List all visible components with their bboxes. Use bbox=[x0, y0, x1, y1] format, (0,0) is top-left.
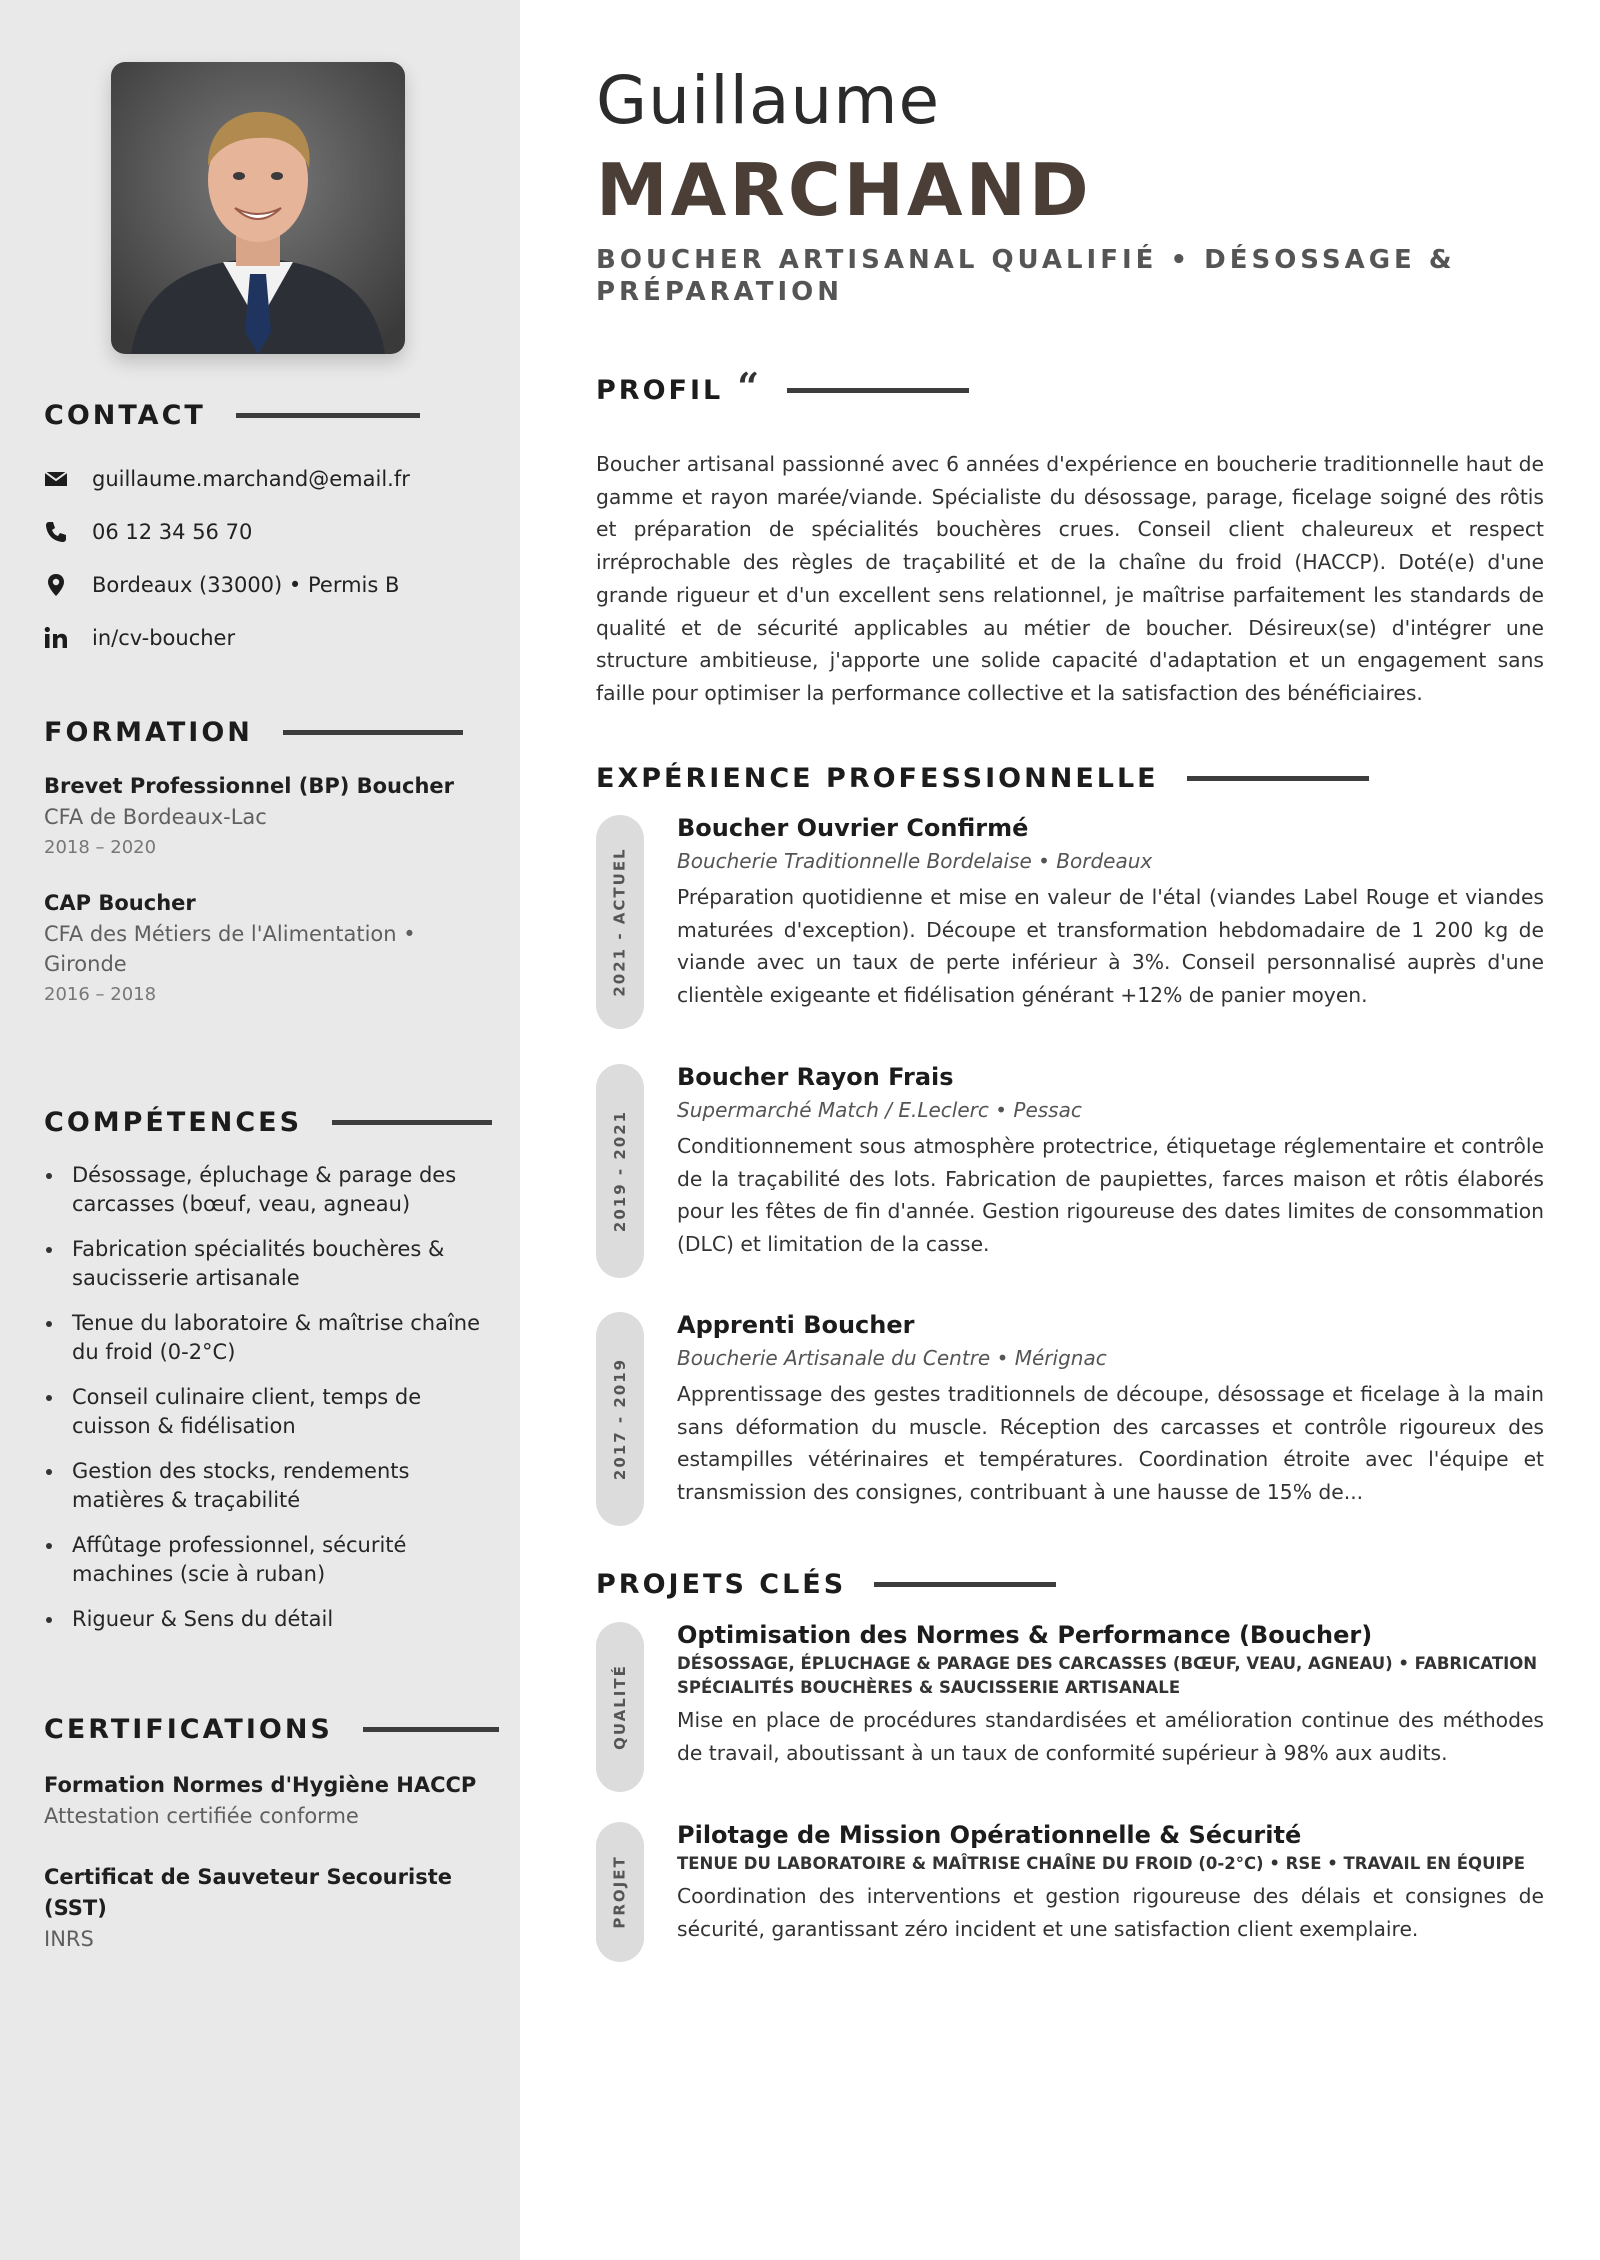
certification-org: INRS bbox=[44, 1927, 94, 1951]
formation-years: 2016 – 2018 bbox=[44, 984, 157, 1005]
formation-title: CAP Boucher bbox=[44, 891, 196, 915]
projects-heading bbox=[596, 1564, 1056, 1604]
experience-heading bbox=[596, 758, 1369, 798]
certification-title: Formation Normes d'Hygiène HACCP bbox=[44, 1773, 477, 1797]
heading-rule bbox=[236, 413, 420, 418]
section-title: EXPÉRIENCE PROFESSIONNELLE bbox=[596, 762, 1159, 794]
formation-school: CFA des Métiers de l'Alimentation • Gironde bbox=[44, 922, 416, 976]
experience-body bbox=[677, 1308, 1544, 1509]
company-name: Boucherie Artisanale du Centre • Mérignac bbox=[677, 1346, 1107, 1370]
heading-rule bbox=[283, 730, 463, 735]
project-body bbox=[677, 1818, 1544, 1945]
certification-item bbox=[44, 1770, 484, 1832]
skill-item: Fabrication spécialités bouchères & saucisserie artisanale bbox=[44, 1235, 484, 1293]
phone-text: 06 12 34 56 70 bbox=[92, 519, 253, 544]
contact-linkedin[interactable] bbox=[44, 611, 420, 664]
heading-rule bbox=[787, 388, 969, 393]
location-text: Bordeaux (33000) • Permis B bbox=[92, 572, 400, 597]
project-tag: PROJET bbox=[611, 1855, 630, 1929]
section-title: CONTACT bbox=[44, 399, 206, 431]
contact-phone[interactable] bbox=[44, 505, 420, 558]
skill-item: Désossage, épluchage & parage des carcasses (bœuf, veau, agneau) bbox=[44, 1161, 484, 1219]
period-badge bbox=[596, 1064, 644, 1278]
period-badge bbox=[596, 1312, 644, 1526]
profile-heading bbox=[596, 363, 969, 410]
certifications-heading bbox=[44, 1712, 499, 1746]
skill-item: Rigueur & Sens du détail bbox=[44, 1605, 484, 1634]
section-title: PROJETS CLÉS bbox=[596, 1568, 847, 1600]
skills-heading bbox=[44, 1105, 492, 1139]
heading-rule bbox=[332, 1120, 492, 1125]
envelope-icon bbox=[44, 465, 92, 493]
skills-section bbox=[44, 1105, 492, 1650]
contact-list bbox=[44, 452, 420, 664]
quote-icon: “ bbox=[737, 363, 760, 409]
project-tag-badge bbox=[596, 1822, 644, 1962]
company-name: Boucherie Traditionnelle Bordelaise • Bordeaux bbox=[677, 849, 1153, 873]
job-description: Préparation quotidienne et mise en valeur de l'étal (viandes Label Rouge et viandes maturées d'exception). Découpe et transformation hebdomadaire de 1 200 kg de viande avec un taux de perte inférieur à 3%. Conseil personnalisé auprès d'une clientèle exigeante et fidélisation générant +12% de panier moyen. bbox=[677, 885, 1544, 1008]
heading-rule bbox=[363, 1727, 499, 1732]
project-description: Mise en place de procédures standardisées et amélioration continue des méthodes de travail, aboutissant à un taux de conformité supérieur à 98% aux audits. bbox=[677, 1708, 1544, 1765]
formation-list bbox=[44, 771, 463, 1011]
skill-item: Tenue du laboratoire & maîtrise chaîne du froid (0-2°C) bbox=[44, 1309, 484, 1367]
formation-heading bbox=[44, 715, 463, 749]
job-role: Boucher Ouvrier Confirmé bbox=[677, 814, 1029, 842]
skill-item: Conseil culinaire client, temps de cuisson & fidélisation bbox=[44, 1383, 484, 1441]
linkedin-text: in/cv-boucher bbox=[92, 625, 236, 650]
job-description: Apprentissage des gestes traditionnels de découpe, désossage et ficelage à la main sans déformation du muscle. Réception des carcasses et contrôle rigoureux des estampilles vétérinaires et températures. Coordination étroite avec l'équipe et transmission des consignes, contribuant à une hausse de 15% de... bbox=[677, 1382, 1544, 1505]
section-title: PROFIL bbox=[596, 374, 724, 406]
contact-heading bbox=[44, 398, 420, 432]
job-description: Conditionnement sous atmosphère protectrice, étiquetage réglementaire et contrôle de la traçabilité des lots. Fabrication de paupiettes, farces maison et rôtis élaborés pour les fêtes de fin d'année. Gestion rigoureuse des dates limites de consommation (DLC) et limitation de la casse. bbox=[677, 1134, 1544, 1257]
experience-body bbox=[677, 811, 1544, 1012]
project-tag: QUALITÉ bbox=[611, 1664, 630, 1750]
skill-item: Gestion des stocks, rendements matières & traçabilité bbox=[44, 1457, 484, 1515]
period-text: 2021 - ACTUEL bbox=[611, 847, 630, 997]
email-text: guillaume.marchand@email.fr bbox=[92, 466, 410, 491]
sidebar bbox=[0, 0, 520, 2260]
certification-item bbox=[44, 1862, 484, 1955]
period-text: 2017 - 2019 bbox=[611, 1357, 630, 1481]
job-role: Boucher Rayon Frais bbox=[677, 1063, 954, 1091]
formation-years: 2018 – 2020 bbox=[44, 837, 157, 858]
contact-location bbox=[44, 558, 420, 611]
project-title: Optimisation des Normes & Performance (Boucher) bbox=[677, 1621, 1373, 1649]
formation-school: CFA de Bordeaux-Lac bbox=[44, 805, 267, 829]
project-title: Pilotage de Mission Opérationnelle & Sécurité bbox=[677, 1821, 1302, 1849]
period-badge bbox=[596, 815, 644, 1029]
section-title: COMPÉTENCES bbox=[44, 1106, 303, 1138]
phone-icon bbox=[44, 518, 92, 546]
first-name: Guillaume bbox=[596, 62, 941, 139]
linkedin-icon bbox=[44, 624, 92, 652]
heading-rule bbox=[874, 1582, 1056, 1587]
last-name: MARCHAND bbox=[596, 148, 1092, 232]
company-name: Supermarché Match / E.Leclerc • Pessac bbox=[677, 1098, 1082, 1122]
project-body bbox=[677, 1618, 1544, 1769]
project-description: Coordination des interventions et gestion rigoureuse des délais et consignes de sécurité, garantissant zéro incident et une satisfaction client exemplaire. bbox=[677, 1884, 1544, 1941]
section-title: CERTIFICATIONS bbox=[44, 1713, 333, 1745]
certification-org: Attestation certifiée conforme bbox=[44, 1804, 359, 1828]
heading-rule bbox=[1187, 776, 1369, 781]
job-role: Apprenti Boucher bbox=[677, 1311, 915, 1339]
project-keywords: DÉSOSSAGE, ÉPLUCHAGE & PARAGE DES CARCASSES (BŒUF, VEAU, AGNEAU) • FABRICATION SPÉCIALITÉS BOUCHÈRES & SAUCISSERIE ARTISANALE bbox=[677, 1654, 1538, 1697]
section-title: FORMATION bbox=[44, 716, 253, 748]
contact-section bbox=[44, 398, 420, 664]
experience-body bbox=[677, 1060, 1544, 1261]
certifications-section bbox=[44, 1712, 499, 1985]
contact-email[interactable] bbox=[44, 452, 420, 505]
certifications-list bbox=[44, 1770, 499, 1955]
formation-item bbox=[44, 888, 463, 1011]
project-tag-badge bbox=[596, 1622, 644, 1792]
profile-photo bbox=[111, 62, 405, 354]
certification-title: Certificat de Sauveteur Secouriste (SST) bbox=[44, 1865, 452, 1920]
formation-item bbox=[44, 771, 463, 864]
formation-section bbox=[44, 715, 463, 1035]
formation-title: Brevet Professionnel (BP) Boucher bbox=[44, 774, 455, 798]
profile-summary: Boucher artisanal passionné avec 6 années d'expérience en boucherie traditionnelle haut de gamme et rayon marée/viande. Spécialiste du désossage, parage, ficelage soigné des rôtis et préparation de spécialités bouchères crues. Conseil client chaleureux et respect irréprochable des règles de traçabilité et de la chaîne du froid (HACCP). Doté(e) d'une grande rigueur et d'un excellent sens relationnel, je maîtrise parfaitement les standards de qualité et de sécurité applicables au métier de boucher. Désireux(se) d'intégrer une structure ambitieuse, j'apporte une solide capacité d'adaptation et un engagement sans faille pour optimiser la performance collective et la satisfaction des bénéficiaires. bbox=[596, 452, 1544, 705]
period-text: 2019 - 2021 bbox=[611, 1109, 630, 1233]
skills-list bbox=[44, 1161, 484, 1634]
skill-item: Affûtage professionnel, sécurité machines (scie à ruban) bbox=[44, 1531, 484, 1589]
job-title: BOUCHER ARTISANAL QUALIFIÉ • DÉSOSSAGE & PRÉPARATION bbox=[596, 245, 1456, 307]
location-pin-icon bbox=[44, 571, 92, 599]
project-keywords: TENUE DU LABORATOIRE & MAÎTRISE CHAÎNE DU FROID (0-2°C) • RSE • TRAVAIL EN ÉQUIPE bbox=[677, 1854, 1525, 1873]
